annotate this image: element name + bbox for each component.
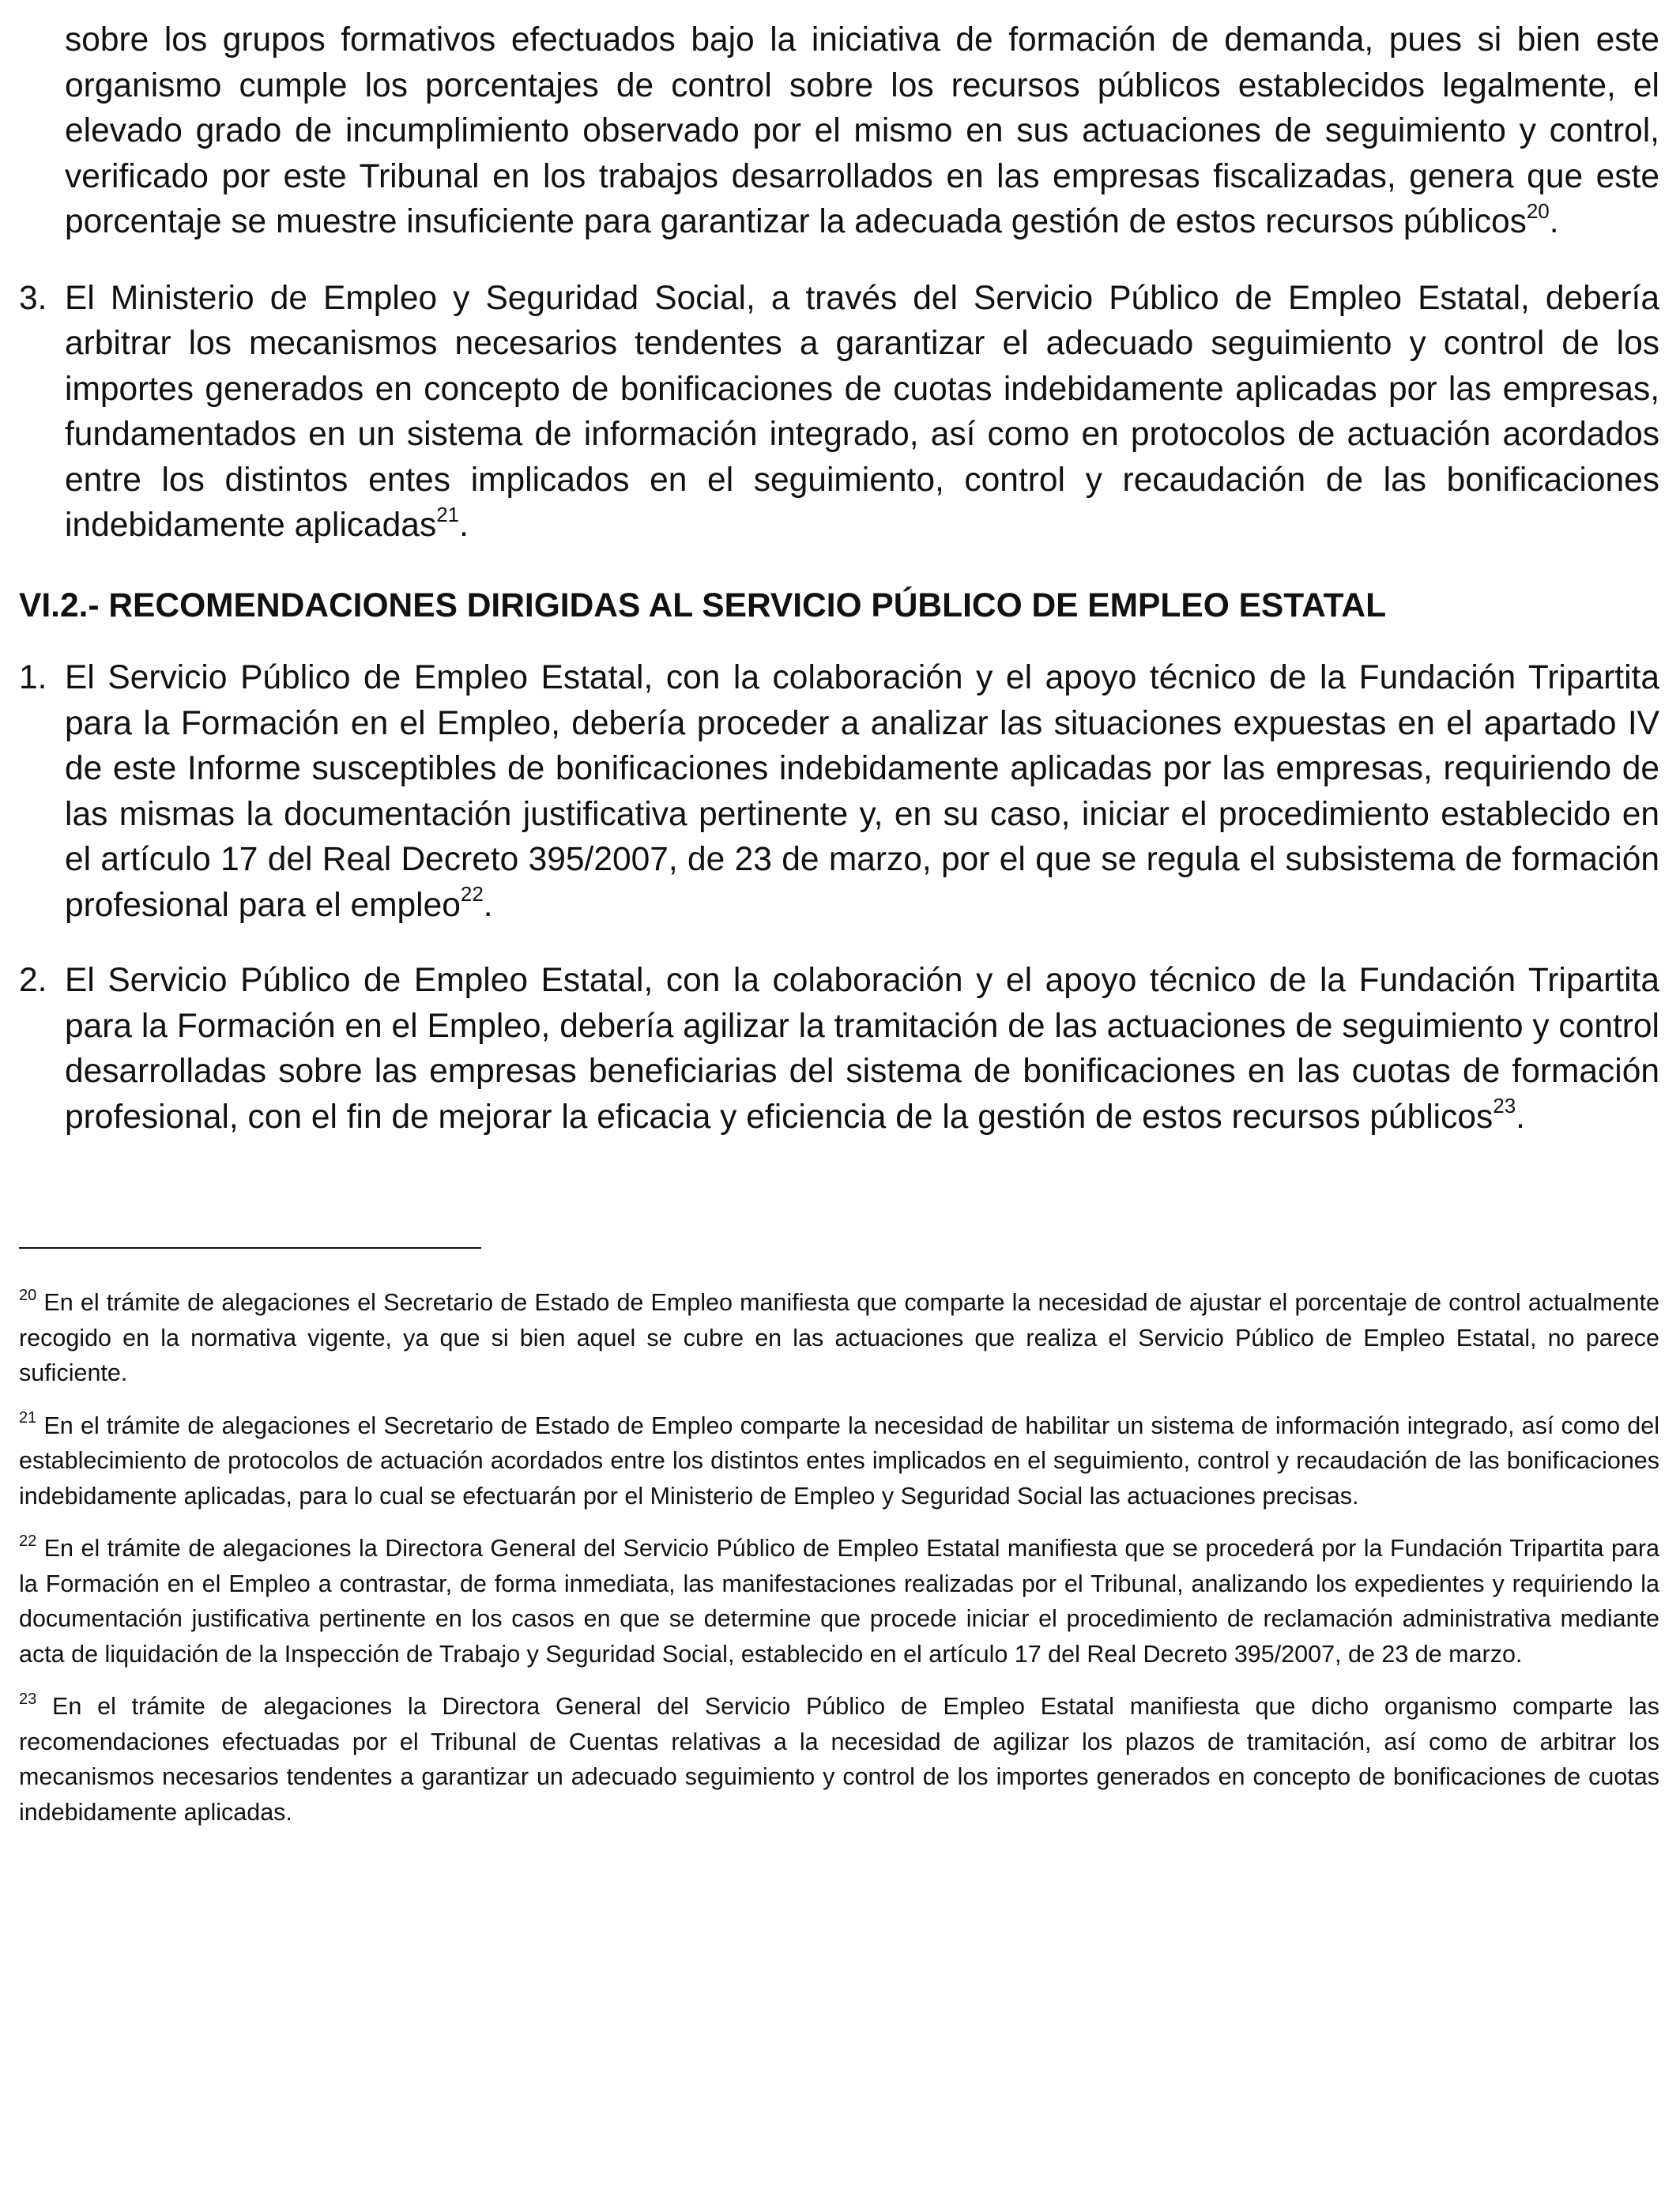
footnote-21: $^{21}$ En el trámite de alegaciones el Secretario de Estado de Empleo comparte la necesidad de habilitar un sistema de información integrado, así como del establecimiento de protocolos de actuación acordados entre los distintos entes implicados en el seguimiento, control y recaudación de las bonificaciones indebidamente aplicadas, para lo cual se efectuarán por el Ministerio de Empleo y Seguridad Social las actuaciones precisas. [19, 1409, 1659, 1510]
footnote-ref-23[interactable]: 23 [1493, 1094, 1516, 1118]
rec-2-paragraph: El Servicio Público de Empleo Estatal, con la colaboración y el apoyo técnico de la Fundación Tripartita para la Formación en el Empleo, debería agilizar la tramitación de las actuaciones de seguimiento y control desarrolladas sobre las empresas beneficiarias del sistema de bonificaciones en las cuotas de formación profesional, con el fin de mejorar la eficacia y eficiencia de la gestión de estos recursos públicos$^{23}$. [65, 962, 1659, 1136]
footnote-23: $^{23}$ En el trámite de alegaciones la Directora General del Servicio Público de Empleo Estatal manifiesta que dicho organismo comparte las recomendaciones efectuadas por el Tribunal de Cuentas relativas a la necesidad de agilizar los plazos de tramitación, así como de arbitrar los mecanismos necesarios tendentes a garantizar un adecuado seguimiento y control de los importes generados en concepto de bonificaciones de cuotas indebidamente aplicadas. [19, 1690, 1659, 1826]
item-number: 1. [19, 659, 47, 696]
item-3-paragraph: El Ministerio de Empleo y Seguridad Social, a través del Servicio Público de Empleo Estatal, debería arbitrar los mecanismos necesarios tendentes a garantizar el adecuado seguimiento y control de los importes generados en concepto de bonificaciones de cuotas indebidamente aplicadas por las empresas, fundamentados en un sistema de información integrado, así como en protocolos de actuación acordados entre los distintos entes implicados en el seguimiento, control y recaudación de las bonificaciones indebidamente aplicadas$^{21}$. [65, 279, 1659, 544]
section-heading: VI.2.- RECOMENDACIONES DIRIGIDAS AL SERVICIO PÚBLICO DE EMPLEO ESTATAL [19, 586, 1387, 624]
item-number: 2. [19, 962, 47, 999]
footnote-separator [19, 1247, 481, 1249]
recommendation-item-2 [19, 958, 1659, 1140]
item-number: 3. [19, 279, 47, 317]
footnote-ref-20[interactable]: 20 [1526, 198, 1550, 223]
footnote-ref-21[interactable]: 21 [436, 502, 460, 526]
document-page [19, 17, 1659, 1830]
recommendation-item-3 [19, 276, 1659, 548]
footnote-ref-22[interactable]: 22 [460, 882, 484, 907]
rec-1-paragraph: El Servicio Público de Empleo Estatal, con la colaboración y el apoyo técnico de la Fundación Tripartita para la Formación en el Empleo, debería proceder a analizar las situaciones expuestas en el apartado IV de este Informe susceptibles de bonificaciones indebidamente aplicadas por las empresas, requiriendo de las mismas la documentación justificativa pertinente y, en su caso, iniciar el procedimiento establecido en el artículo 17 del Real Decreto 395/2007, de 23 de marzo, por el que se regula el subsistema de formación profesional para el empleo$^{22}$. [65, 659, 1659, 924]
footnotes [19, 1285, 1659, 1830]
intro-text: sobre los grupos formativos efectuados bajo la iniciativa de formación de demanda, pues si bien este organismo cumple los porcentajes de control sobre los recursos públicos establecidos legalmente, el elevado grado de incumplimiento observado por el mismo en sus actuaciones de seguimiento y control, verificado por este Tribunal en los trabajos desarrollados en las empresas fiscalizadas, genera que este porcentaje se muestre insuficiente para garantizar la adecuada gestión de estos recursos públicos [65, 21, 1659, 240]
intro-paragraph: sobre los grupos formativos efectuados bajo la iniciativa de formación de demanda, pues si bien este organismo cumple los porcentajes de control sobre los recursos públicos establecidos legalmente, el elevado grado de incumplimiento observado por el mismo en sus actuaciones de seguimiento y control, verificado por este Tribunal en los trabajos desarrollados en las empresas fiscalizadas, genera que este porcentaje se muestre insuficiente para garantizar la adecuada gestión de estos recursos públicos$^{20}$. [65, 21, 1659, 240]
footnote-20: $^{20}$ En el trámite de alegaciones el Secretario de Estado de Empleo manifiesta que comparte la necesidad de ajustar el porcentaje de control actualmente recogido en la normativa vigente, ya que si bien aquel se cubre en las actuaciones que realiza el Servicio Público de Empleo Estatal, no parece suficiente. [19, 1286, 1659, 1386]
footnote-22: $^{22}$ En el trámite de alegaciones la Directora General del Servicio Público de Empleo Estatal manifiesta que se procederá por la Fundación Tripartita para la Formación en el Empleo a contrastar, de forma inmediata, las manifestaciones realizadas por el Tribunal, analizando los expedientes y requiriendo la documentación justificativa pertinente en los casos en que se determine que procede iniciar el procedimiento de reclamación administrativa mediante acta de liquidación de la Inspección de Trabajo y Seguridad Social, establecido en el artículo 17 del Real Decreto 395/2007, de 23 de marzo. [19, 1532, 1659, 1668]
recommendation-item-1 [19, 655, 1659, 928]
